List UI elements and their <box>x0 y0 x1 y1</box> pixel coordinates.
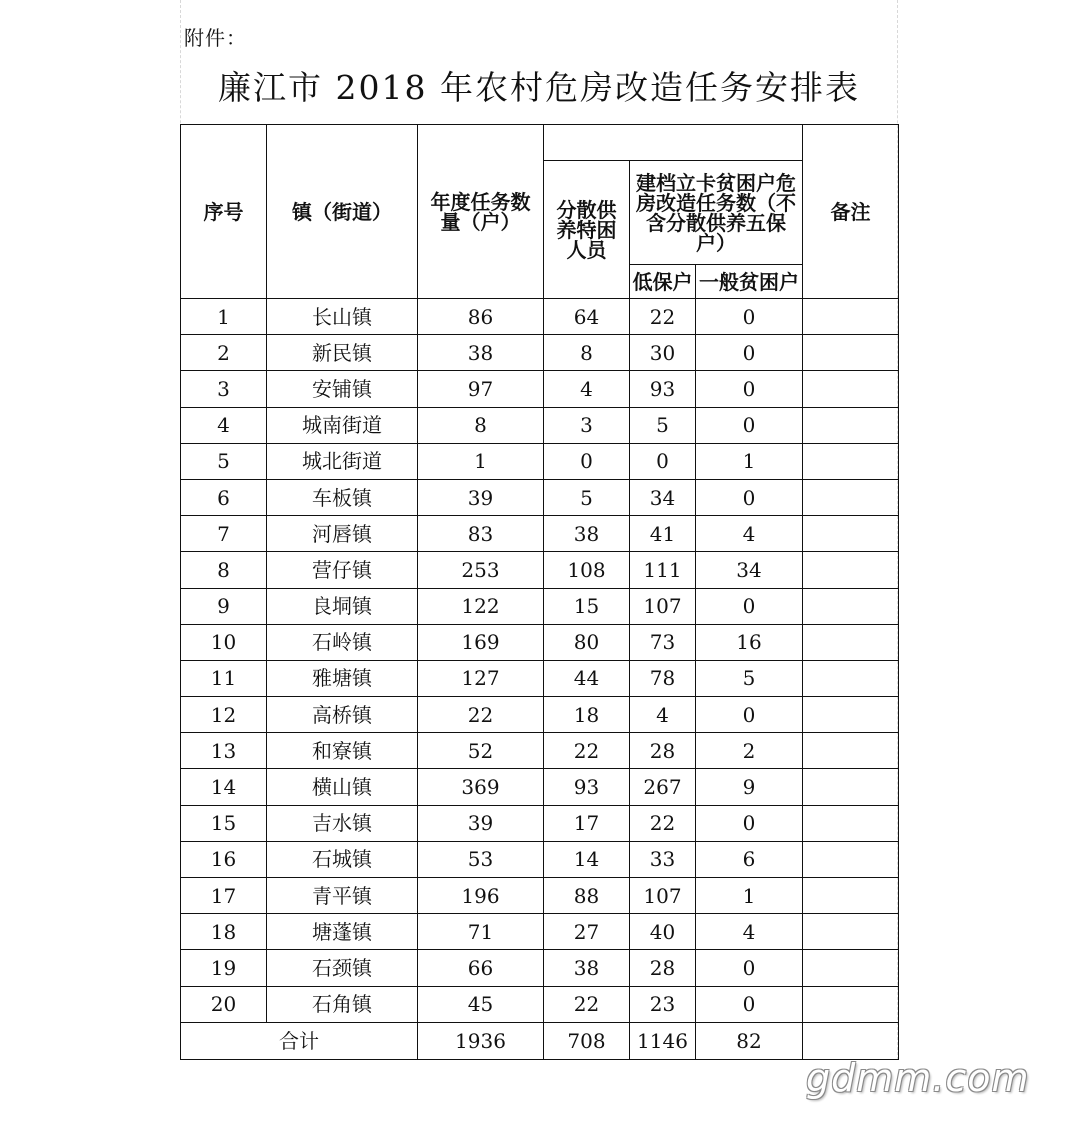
cell-general-poor: 0 <box>696 407 803 443</box>
cell-low-income: 78 <box>630 660 696 696</box>
cell-town: 横山镇 <box>267 769 418 805</box>
cell-scattered: 44 <box>544 660 630 696</box>
cell-annual: 45 <box>418 986 544 1022</box>
cell-general-poor: 1 <box>696 443 803 479</box>
cell-annual: 38 <box>418 335 544 371</box>
table-row <box>181 805 899 841</box>
cell-low-income: 28 <box>630 950 696 986</box>
table-row <box>181 443 899 479</box>
cell-no: 13 <box>181 733 267 769</box>
header-no: 序号 <box>181 125 267 299</box>
cell-no: 14 <box>181 769 267 805</box>
total-low-income: 1146 <box>630 1022 696 1059</box>
cell-low-income: 28 <box>630 733 696 769</box>
cell-no: 15 <box>181 805 267 841</box>
cell-scattered: 17 <box>544 805 630 841</box>
cell-general-poor: 16 <box>696 624 803 660</box>
cell-no: 5 <box>181 443 267 479</box>
cell-remark <box>803 371 899 407</box>
page-title: 廉江市 2018 年农村危房改造任务安排表 <box>218 68 860 107</box>
cell-town: 河唇镇 <box>267 516 418 552</box>
cell-annual: 127 <box>418 660 544 696</box>
cell-low-income: 73 <box>630 624 696 660</box>
table-row <box>181 733 899 769</box>
cell-general-poor: 4 <box>696 516 803 552</box>
cell-remark <box>803 624 899 660</box>
cell-general-poor: 0 <box>696 697 803 733</box>
cell-scattered: 4 <box>544 371 630 407</box>
task-table <box>180 124 899 1060</box>
cell-annual: 97 <box>418 371 544 407</box>
cell-town: 新民镇 <box>267 335 418 371</box>
cell-remark <box>803 552 899 588</box>
cell-remark <box>803 299 899 335</box>
cell-no: 20 <box>181 986 267 1022</box>
cell-annual: 122 <box>418 588 544 624</box>
cell-town: 塘蓬镇 <box>267 914 418 950</box>
cell-no: 10 <box>181 624 267 660</box>
cell-no: 9 <box>181 588 267 624</box>
cell-general-poor: 0 <box>696 371 803 407</box>
cell-scattered: 0 <box>544 443 630 479</box>
header-general-poor: 一般贫困户 <box>696 265 803 299</box>
cell-town: 良垌镇 <box>267 588 418 624</box>
cell-annual: 52 <box>418 733 544 769</box>
cell-scattered: 80 <box>544 624 630 660</box>
header-blank-group <box>544 125 803 161</box>
cell-general-poor: 0 <box>696 335 803 371</box>
cell-no: 3 <box>181 371 267 407</box>
cell-annual: 253 <box>418 552 544 588</box>
cell-town: 长山镇 <box>267 299 418 335</box>
cell-scattered: 64 <box>544 299 630 335</box>
table-row <box>181 479 899 515</box>
cell-general-poor: 0 <box>696 479 803 515</box>
cell-low-income: 107 <box>630 588 696 624</box>
total-general-poor: 82 <box>696 1022 803 1059</box>
cell-general-poor: 34 <box>696 552 803 588</box>
cell-scattered: 38 <box>544 516 630 552</box>
cell-scattered: 27 <box>544 914 630 950</box>
watermark: gdmm.com <box>806 1056 1030 1100</box>
cell-scattered: 8 <box>544 335 630 371</box>
cell-scattered: 3 <box>544 407 630 443</box>
cell-scattered: 108 <box>544 552 630 588</box>
cell-annual: 1 <box>418 443 544 479</box>
cell-town: 吉水镇 <box>267 805 418 841</box>
cell-remark <box>803 660 899 696</box>
cell-general-poor: 0 <box>696 588 803 624</box>
cell-general-poor: 0 <box>696 950 803 986</box>
cell-annual: 169 <box>418 624 544 660</box>
table-row <box>181 299 899 335</box>
cell-town: 石岭镇 <box>267 624 418 660</box>
total-label: 合计 <box>181 1022 418 1059</box>
cell-annual: 369 <box>418 769 544 805</box>
cell-town: 城北街道 <box>267 443 418 479</box>
cell-town: 石角镇 <box>267 986 418 1022</box>
cell-low-income: 4 <box>630 697 696 733</box>
cell-remark <box>803 769 899 805</box>
cell-no: 16 <box>181 841 267 877</box>
table-row <box>181 624 899 660</box>
cell-annual: 53 <box>418 841 544 877</box>
cell-remark <box>803 443 899 479</box>
cell-annual: 39 <box>418 805 544 841</box>
cell-no: 18 <box>181 914 267 950</box>
cell-annual: 8 <box>418 407 544 443</box>
table-row <box>181 697 899 733</box>
cell-no: 8 <box>181 552 267 588</box>
cell-low-income: 23 <box>630 986 696 1022</box>
cell-town: 高桥镇 <box>267 697 418 733</box>
cell-low-income: 41 <box>630 516 696 552</box>
table-row <box>181 660 899 696</box>
cell-annual: 86 <box>418 299 544 335</box>
cell-low-income: 111 <box>630 552 696 588</box>
cell-general-poor: 1 <box>696 878 803 914</box>
cell-remark <box>803 986 899 1022</box>
table-row <box>181 769 899 805</box>
cell-scattered: 93 <box>544 769 630 805</box>
cell-no: 7 <box>181 516 267 552</box>
cell-annual: 22 <box>418 697 544 733</box>
cell-remark <box>803 516 899 552</box>
table-row <box>181 588 899 624</box>
cell-low-income: 5 <box>630 407 696 443</box>
cell-low-income: 22 <box>630 805 696 841</box>
cell-low-income: 267 <box>630 769 696 805</box>
cell-remark <box>803 588 899 624</box>
cell-scattered: 14 <box>544 841 630 877</box>
cell-town: 石颈镇 <box>267 950 418 986</box>
cell-annual: 83 <box>418 516 544 552</box>
cell-remark <box>803 914 899 950</box>
cell-scattered: 15 <box>544 588 630 624</box>
header-scattered: 分散供养特困人员 <box>544 161 630 299</box>
cell-remark <box>803 950 899 986</box>
cell-town: 车板镇 <box>267 479 418 515</box>
cell-low-income: 40 <box>630 914 696 950</box>
table-row <box>181 950 899 986</box>
attachment-label: 附件： <box>184 26 247 50</box>
cell-low-income: 0 <box>630 443 696 479</box>
table-row <box>181 841 899 877</box>
cell-town: 营仔镇 <box>267 552 418 588</box>
cell-town: 青平镇 <box>267 878 418 914</box>
cell-general-poor: 0 <box>696 986 803 1022</box>
cell-annual: 66 <box>418 950 544 986</box>
cell-no: 6 <box>181 479 267 515</box>
cell-scattered: 22 <box>544 733 630 769</box>
cell-low-income: 93 <box>630 371 696 407</box>
cell-no: 4 <box>181 407 267 443</box>
table-row <box>181 914 899 950</box>
cell-remark <box>803 697 899 733</box>
table-row <box>181 407 899 443</box>
cell-scattered: 88 <box>544 878 630 914</box>
cell-remark <box>803 878 899 914</box>
cell-no: 12 <box>181 697 267 733</box>
cell-town: 安铺镇 <box>267 371 418 407</box>
cell-general-poor: 9 <box>696 769 803 805</box>
total-scattered: 708 <box>544 1022 630 1059</box>
cell-annual: 71 <box>418 914 544 950</box>
table-row <box>181 552 899 588</box>
cell-scattered: 18 <box>544 697 630 733</box>
cell-general-poor: 6 <box>696 841 803 877</box>
cell-remark <box>803 479 899 515</box>
header-row-1 <box>181 125 899 161</box>
cell-low-income: 30 <box>630 335 696 371</box>
cell-general-poor: 0 <box>696 299 803 335</box>
table-row <box>181 335 899 371</box>
header-low-income: 低保户 <box>630 265 696 299</box>
cell-general-poor: 5 <box>696 660 803 696</box>
cell-remark <box>803 335 899 371</box>
cell-remark <box>803 805 899 841</box>
cell-low-income: 22 <box>630 299 696 335</box>
cell-scattered: 22 <box>544 986 630 1022</box>
cell-low-income: 107 <box>630 878 696 914</box>
header-remarks: 备注 <box>803 125 899 299</box>
table-row <box>181 878 899 914</box>
cell-town: 石城镇 <box>267 841 418 877</box>
cell-remark <box>803 841 899 877</box>
cell-general-poor: 4 <box>696 914 803 950</box>
table-row <box>181 516 899 552</box>
table-row <box>181 986 899 1022</box>
header-registered: 建档立卡贫困户危房改造任务数（不含分散供养五保户） <box>630 161 803 265</box>
cell-no: 2 <box>181 335 267 371</box>
cell-no: 19 <box>181 950 267 986</box>
header-annual-task: 年度任务数量（户） <box>418 125 544 299</box>
cell-general-poor: 0 <box>696 805 803 841</box>
cell-low-income: 33 <box>630 841 696 877</box>
cell-no: 11 <box>181 660 267 696</box>
cell-scattered: 38 <box>544 950 630 986</box>
cell-no: 1 <box>181 299 267 335</box>
cell-remark <box>803 407 899 443</box>
header-town: 镇（街道） <box>267 125 418 299</box>
cell-town: 城南街道 <box>267 407 418 443</box>
cell-scattered: 5 <box>544 479 630 515</box>
cell-town: 和寮镇 <box>267 733 418 769</box>
cell-annual: 196 <box>418 878 544 914</box>
cell-remark <box>803 733 899 769</box>
cell-general-poor: 2 <box>696 733 803 769</box>
cell-no: 17 <box>181 878 267 914</box>
table-row <box>181 371 899 407</box>
cell-annual: 39 <box>418 479 544 515</box>
cell-town: 雅塘镇 <box>267 660 418 696</box>
total-remark <box>803 1022 899 1059</box>
total-row <box>181 1022 899 1059</box>
total-annual: 1936 <box>418 1022 544 1059</box>
cell-low-income: 34 <box>630 479 696 515</box>
